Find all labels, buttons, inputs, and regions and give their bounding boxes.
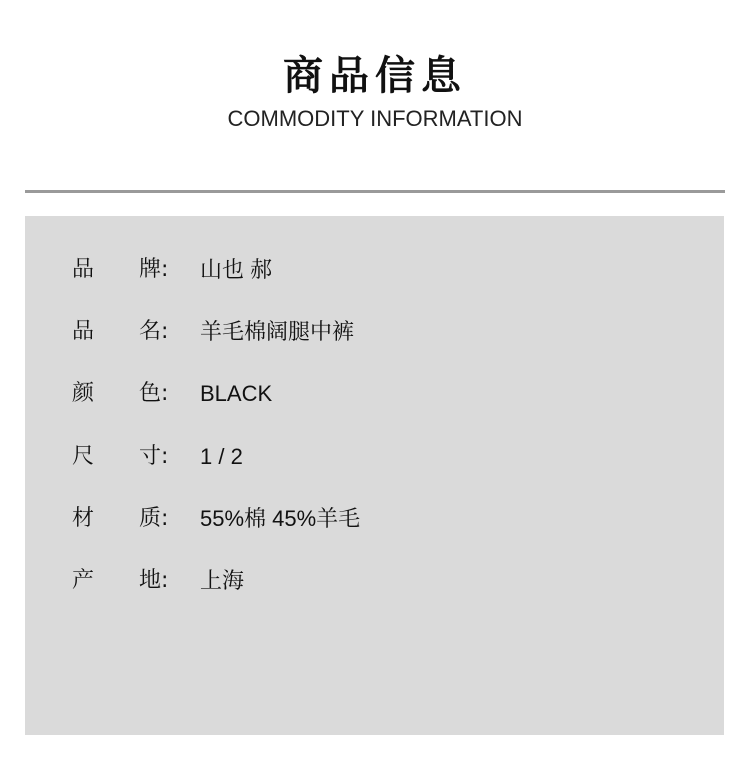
info-row-brand <box>72 255 272 285</box>
info-key-char: 地: <box>139 568 169 593</box>
info-key-char: 品 <box>72 257 95 282</box>
info-value: 山也 郝 <box>200 257 273 282</box>
info-key-char: 色: <box>139 381 169 406</box>
info-key-char: 品 <box>72 319 95 344</box>
info-key-char: 颜 <box>72 381 95 406</box>
info-value: 1 / 2 <box>200 444 243 469</box>
info-row-size <box>72 442 243 472</box>
section-title: 商品信息 <box>283 53 467 99</box>
info-key-char: 尺 <box>72 444 95 469</box>
info-value: 55%棉 45%羊毛 <box>200 506 361 531</box>
section-subtitle: COMMODITY INFORMATION <box>227 106 523 131</box>
info-row-name <box>72 317 354 347</box>
info-row-material <box>72 504 360 534</box>
info-key-char: 牌: <box>139 257 169 282</box>
info-value: 羊毛棉阔腿中裤 <box>200 319 355 344</box>
info-row-color <box>72 379 272 409</box>
info-key-char: 材 <box>72 506 95 531</box>
info-key-char: 产 <box>72 568 95 593</box>
info-key-char: 寸: <box>139 444 169 469</box>
info-key-char: 名: <box>139 319 169 344</box>
info-key-char: 质: <box>139 506 169 531</box>
info-panel <box>25 216 724 735</box>
info-value: 上海 <box>200 568 245 593</box>
info-value: BLACK <box>200 381 273 406</box>
info-row-origin <box>72 566 244 596</box>
divider <box>25 190 725 193</box>
